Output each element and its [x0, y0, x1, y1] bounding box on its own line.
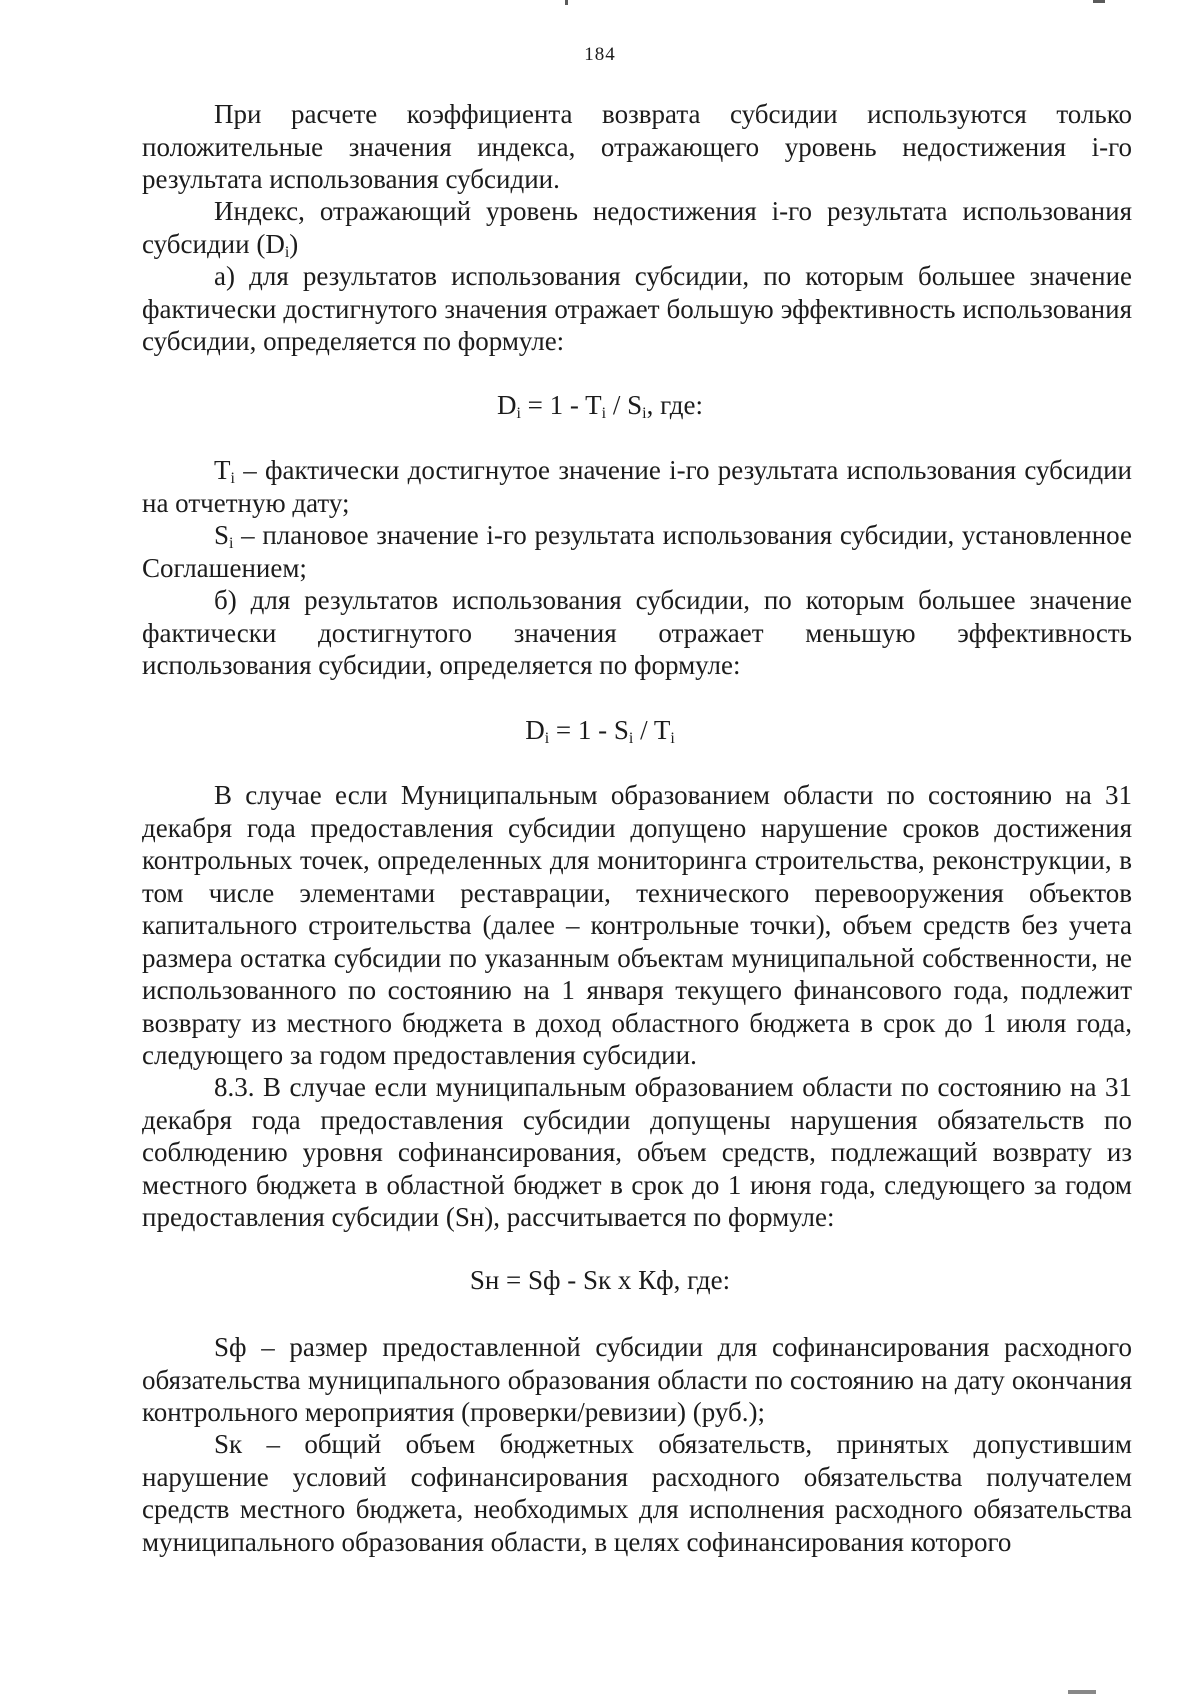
scan-artifact-bottom-right: [1068, 1690, 1096, 1694]
paragraph-index-definition: Индекс, отражающий уровень недостижения i-го результата использования субсидии $(D_i)$: [142, 196, 1132, 261]
scan-artifact-top: [565, 0, 568, 5]
paragraph-case-a: а) для результатов использования субсидии, по которым большее значение фактически достигнутого значения отражает большую эффективность использования субсидии, определяется по формуле:: [142, 261, 1132, 356]
formula-index-b: $D_i = 1 - S_i / T_i$: [525, 715, 675, 747]
scan-artifact-top-right: [1093, 0, 1105, 3]
page-number: 184: [584, 44, 616, 65]
paragraph-control-points: В случае если Муниципальным образованием области по состоянию на 31 декабря года предоставления субсидии допущено нарушение сроков достижения контрольных точек, определенных для мониторинга строительства, реконструкции, в том числе элементами реставрации, технического перевооружения объектов капитального строительства (далее – контрольные точки), объем средств без учета размера остатка субсидии по указанным объектам муниципальной собственности, не использованного по состоянию на 1 января текущего финансового года, подлежит возврату из местного бюджета в доход областного бюджета в срок до 1 июля года, следующего за годом предоставления субсидии.: [142, 780, 1132, 1070]
formula-index-a: $D_i = 1 - T_i / S_i$, где:: [496, 390, 704, 422]
paragraph-sf-definition: Sф – размер предоставленной субсидии для софинансирования расходного обязательства муниципального образования области по состоянию на дату окончания контрольного мероприятия (проверки/ревизии) (руб.);: [142, 1332, 1132, 1427]
paragraph-case-b: б) для результатов использования субсидии, по которым большее значение фактически достигнутого значения отражает меньшую эффективность использования субсидии, определяется по формуле:: [142, 585, 1132, 680]
paragraph-ti-definition: $T_i$ – фактически достигнутое значение i-го результата использования субсидии на отчетную дату;: [142, 455, 1132, 518]
paragraph-sk-definition: Sк – общий объем бюджетных обязательств, принятых допустившим нарушение условий софинансирования расходного обязательства получателем средств местного бюджета, необходимых для исполнения расходного обязательства муниципального образования области, в целях софинансирования которого: [142, 1429, 1132, 1557]
paragraph-si-definition: $S_i$ – плановое значение i-го результата использования субсидии, установленное Соглашением;: [142, 520, 1132, 583]
formula-return-amount: Sн = Sф - Sк х Кф, где:: [469, 1265, 731, 1295]
paragraph-8-3: 8.3. В случае если муниципальным образованием области по состоянию на 31 декабря года предоставления субсидии допущены нарушения обязательств по соблюдению уровня софинансирования, объем средств, подлежащий возврату из местного бюджета в областной бюджет в срок до 1 июня года, следующего за годом предоставления субсидии (Sн), рассчитывается по формуле:: [142, 1072, 1132, 1232]
paragraph-coefficient-usage: При расчете коэффициента возврата субсидии используются только положительные значения индекса, отражающего уровень недостижения i-го результата использования субсидии.: [142, 99, 1132, 194]
